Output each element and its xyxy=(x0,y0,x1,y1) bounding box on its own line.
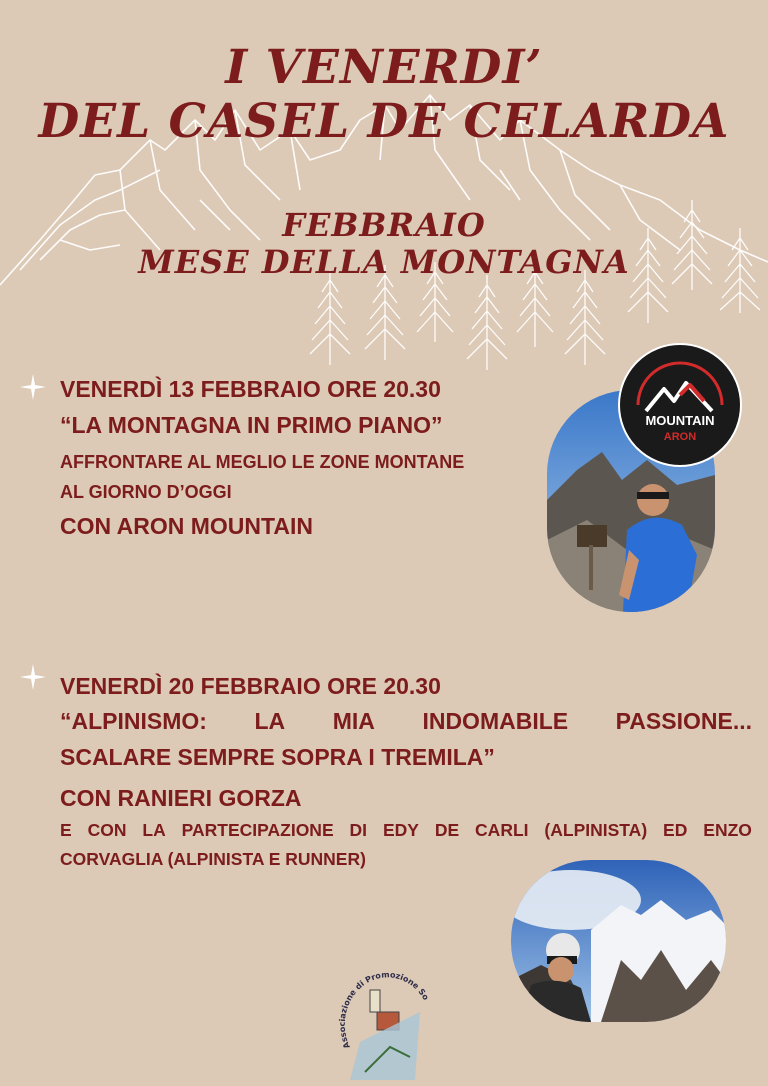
word: CARLI xyxy=(475,820,529,840)
association-logo xyxy=(330,972,430,1080)
event2-participants-line-2: CORVAGLIA (ALPINISTA E RUNNER) xyxy=(60,849,366,869)
word: E xyxy=(60,820,72,840)
event2-title-line-1 xyxy=(60,708,752,735)
word: ENZO xyxy=(703,820,752,840)
association-text: Associazione di Promozione So xyxy=(337,972,430,1050)
event2-participants-line-1 xyxy=(60,820,752,841)
word: PASSIONE... xyxy=(615,708,752,734)
title-line-2: DEL CASEL DE CELARDA xyxy=(38,94,730,149)
event2-climber-photo xyxy=(511,860,726,1022)
word: DI xyxy=(349,820,368,840)
word: PARTECIPAZIONE xyxy=(181,820,334,840)
word: EDY xyxy=(382,820,419,840)
event2-speaker: CON RANIERI GORZA xyxy=(60,785,302,811)
sparkle-icon xyxy=(20,664,46,690)
word: “ALPINISMO: xyxy=(60,708,207,734)
sparkle-icon xyxy=(20,374,46,400)
word: LA xyxy=(254,708,286,734)
event2-title-line-2: SCALARE SEMPRE SOPRA I TREMILA” xyxy=(60,744,495,770)
subtitle-line-2: MESE DELLA MONTAGNA xyxy=(138,243,630,281)
logo-text-bottom: ARON xyxy=(663,431,697,443)
logo-text-top: MOUNTAIN xyxy=(645,413,715,428)
aron-mountain-logo xyxy=(618,343,742,467)
word: ED xyxy=(663,820,688,840)
word: INDOMABILE xyxy=(422,708,569,734)
subtitle-line-1: FEBBRAIO xyxy=(282,206,486,244)
event1-description-line-1: AFFRONTARE AL MEGLIO LE ZONE MONTANE xyxy=(60,452,465,472)
event1-description-line-2: AL GIORNO D’OGGI xyxy=(60,482,232,502)
word: LA xyxy=(142,820,166,840)
word: DE xyxy=(434,820,460,840)
word: (ALPINISTA) xyxy=(544,820,648,840)
event1-date: VENERDÌ 13 FEBBRAIO ORE 20.30 xyxy=(60,376,441,402)
title-line-1: I VENERDI’ xyxy=(225,40,543,95)
word: CON xyxy=(87,820,127,840)
word: MIA xyxy=(332,708,375,734)
event2-date: VENERDÌ 20 FEBBRAIO ORE 20.30 xyxy=(60,673,441,699)
event1-speaker: CON ARON MOUNTAIN xyxy=(60,513,313,539)
event1-title: “LA MONTAGNA IN PRIMO PIANO” xyxy=(60,412,443,438)
